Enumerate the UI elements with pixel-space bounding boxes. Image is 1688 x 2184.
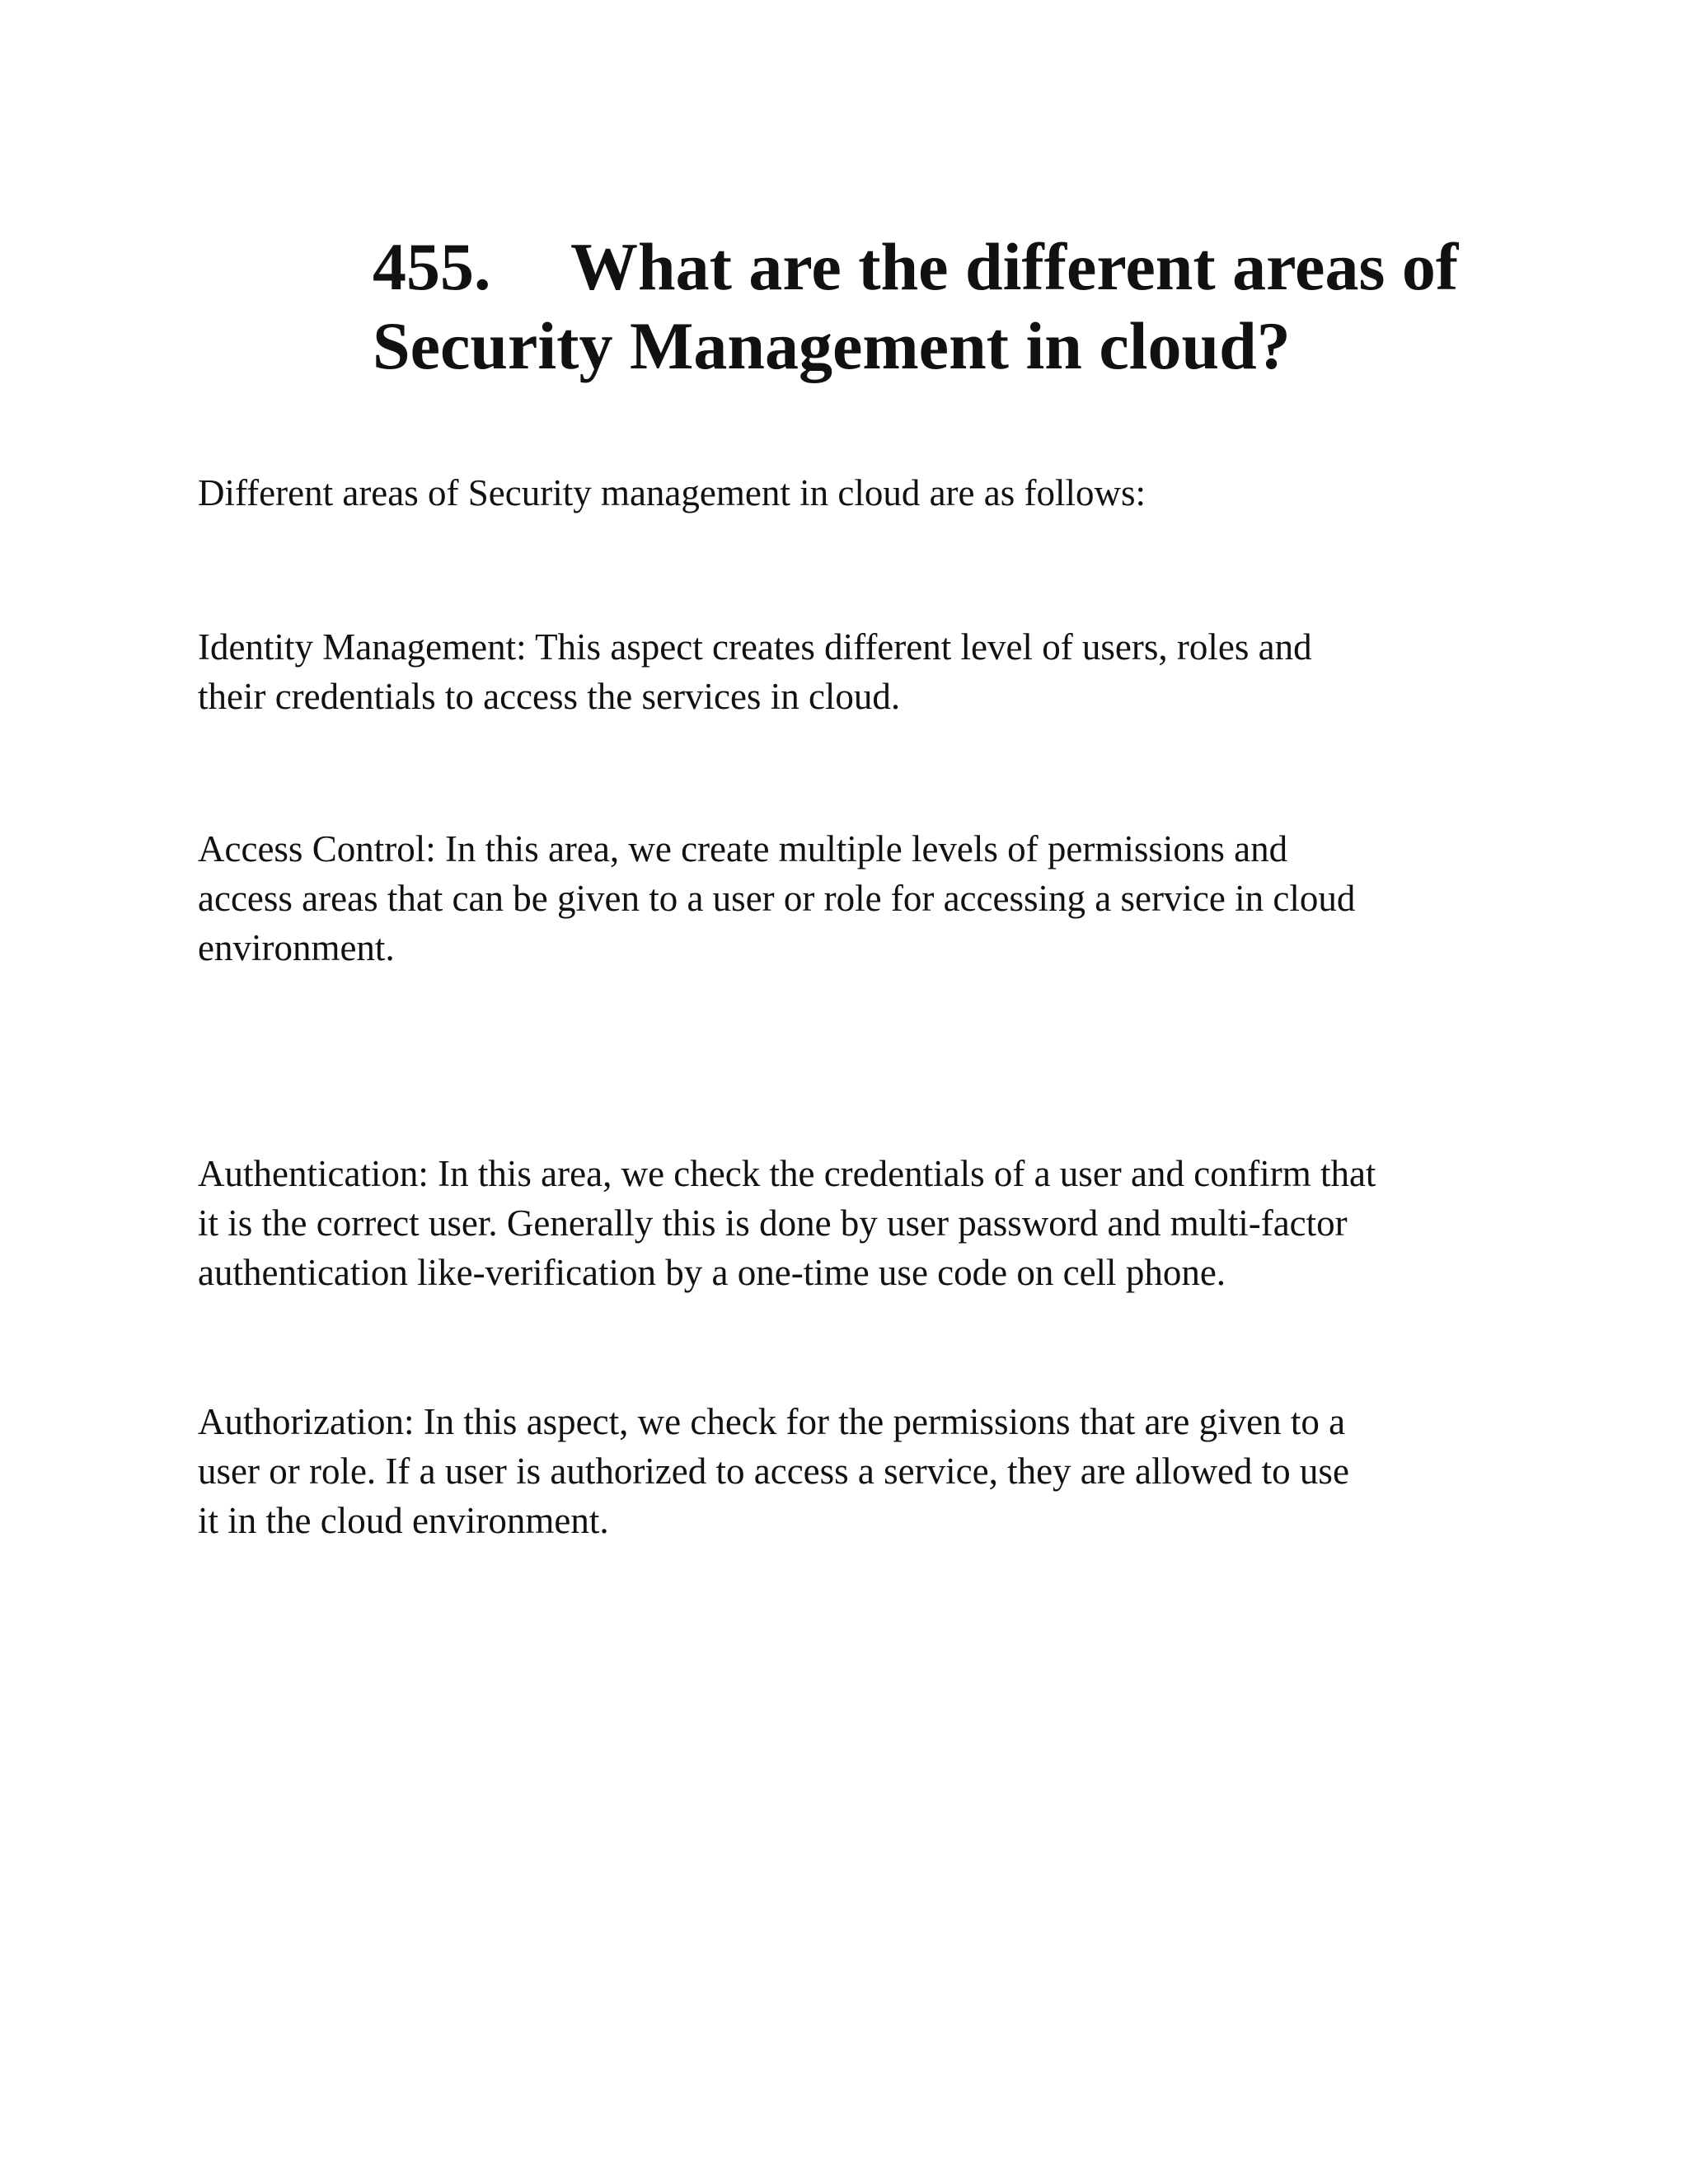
question-number: 455.	[373, 229, 491, 304]
paragraph-line: it is the correct user. Generally this is done by user password and multi-factor	[198, 1202, 1348, 1244]
intro-text: Different areas of Security management in cloud are as follows:	[198, 472, 1146, 513]
paragraph-line: Access Control: In this area, we create multiple levels of permissions and	[198, 828, 1288, 869]
paragraph-line: access areas that can be given to a user or role for accessing a service in cloud	[198, 878, 1356, 919]
question-heading	[373, 227, 1526, 386]
paragraph-line: Authentication: In this area, we check the credentials of a user and confirm that	[198, 1153, 1376, 1194]
paragraph-line: their credentials to access the services in cloud.	[198, 676, 901, 717]
paragraph-line: user or role. If a user is authorized to access a service, they are allowed to use	[198, 1451, 1349, 1492]
authorization-paragraph	[198, 1397, 1484, 1545]
authentication-paragraph	[198, 1149, 1484, 1297]
access-control-paragraph	[198, 824, 1484, 972]
heading-line-1: What are the different areas of	[570, 229, 1459, 304]
paragraph-line: it in the cloud environment.	[198, 1500, 609, 1541]
paragraph-line: environment.	[198, 927, 395, 968]
heading-line-2: Security Management in cloud?	[373, 308, 1291, 383]
intro-paragraph	[198, 468, 1484, 518]
identity-management-paragraph	[198, 622, 1484, 721]
paragraph-line: Identity Management: This aspect creates different level of users, roles and	[198, 626, 1312, 668]
paragraph-line: authentication like-verification by a one-time use code on cell phone.	[198, 1252, 1226, 1293]
paragraph-line: Authorization: In this aspect, we check for the permissions that are given to a	[198, 1401, 1346, 1442]
